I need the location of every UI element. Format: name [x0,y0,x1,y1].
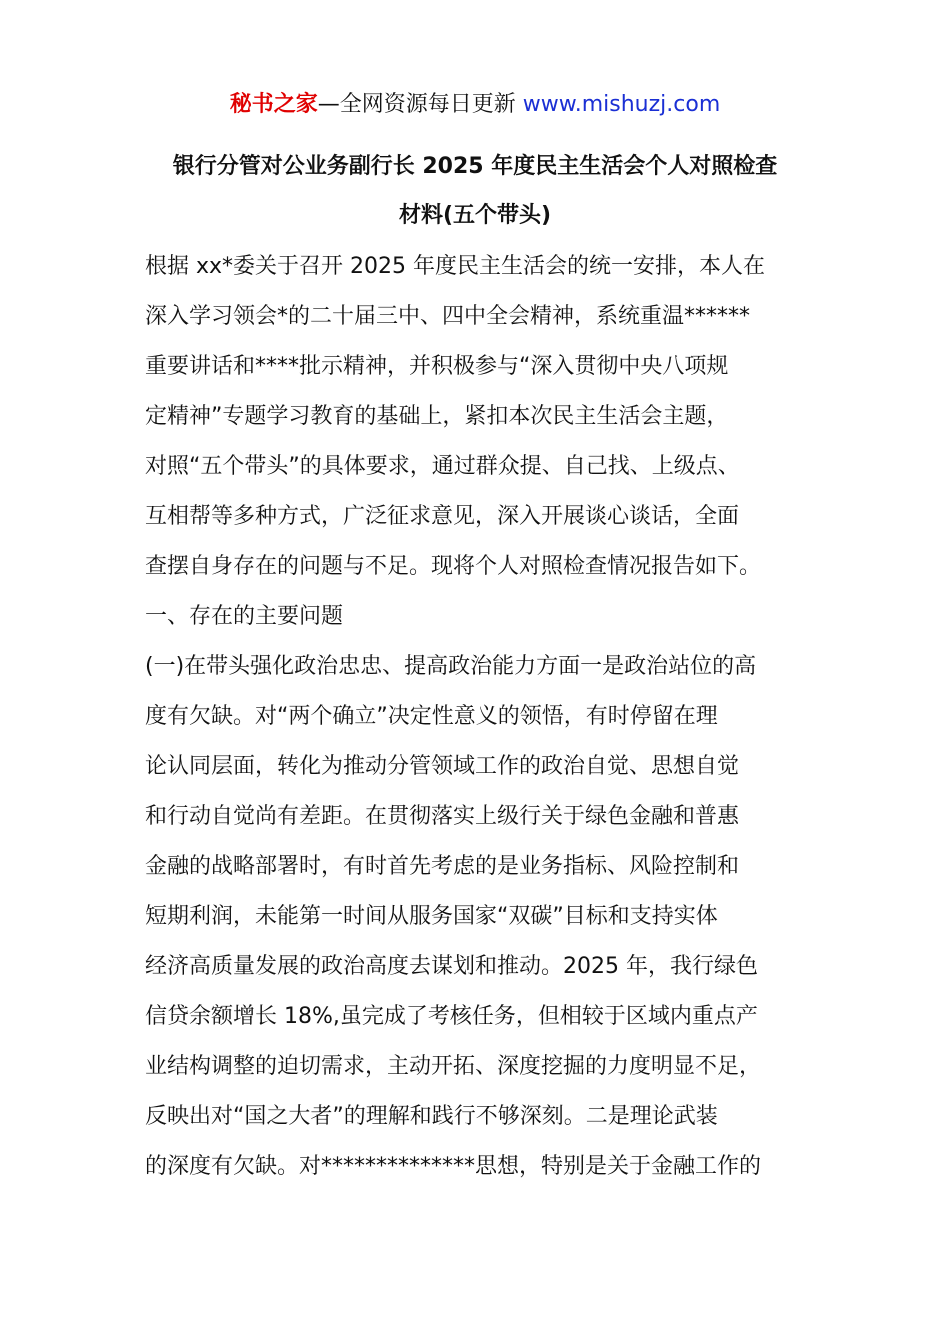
body-line: 对照“五个带头”的具体要求，通过群众提、自己找、上级点、 [145,454,740,479]
body-line: 的深度有欠缺。对**************思想，特别是关于金融工作的 [145,1154,762,1179]
body-line: 互相帮等多种方式，广泛征求意见，深入开展谈心谈话，全面 [145,504,740,529]
body-line: 金融的战略部署时，有时首先考虑的是业务指标、风险控制和 [145,854,740,879]
site-tagline: —全网资源每日更新 [317,92,523,117]
site-brand: 秘书之家 [229,92,318,117]
document-body [145,250,825,1200]
body-line: 反映出对“国之大者”的理解和践行不够深刻。二是理论武装 [145,1104,718,1129]
body-line: 深入学习领会*的二十届三中、四中全会精神，系统重温****** [145,304,751,329]
body-line: 重要讲话和****批示精神，并积极参与“深入贯彻中央八项规 [145,354,729,379]
body-line: 度有欠缺。对“两个确立”决定性意义的领悟，有时停留在理 [145,704,718,729]
body-line: 经济高质量发展的政治高度去谋划和推动。2025 年，我行绿色 [145,954,758,979]
section-heading: 一、存在的主要问题 [145,604,344,629]
site-header [0,88,950,122]
body-line: 信贷余额增长 18%,虽完成了考核任务，但相较于区域内重点产 [145,1004,758,1029]
document-title-line-2: 材料(五个带头) [398,203,552,228]
body-line: 查摆自身存在的问题与不足。现将个人对照检查情况报告如下。 [145,554,762,579]
body-line: 根据 xx*委关于召开 2025 年度民主生活会的统一安排，本人在 [145,254,766,279]
body-line: 和行动自觉尚有差距。在贯彻落实上级行关于绿色金融和普惠 [145,804,740,829]
body-line: 定精神”专题学习教育的基础上，紧扣本次民主生活会主题， [145,404,729,429]
body-line: 业结构调整的迫切需求，主动开拓、深度挖掘的力度明显不足， [145,1054,762,1079]
body-line: 短期利润，未能第一时间从服务国家“双碳”目标和支持实体 [145,904,718,929]
document-title-line-1: 银行分管对公业务副行长 2025 年度民主生活会个人对照检查 [172,154,778,179]
body-line: 论认同层面，转化为推动分管领域工作的政治自觉、思想自觉 [145,754,740,779]
body-line: (一)在带头强化政治忠忠、提高政治能力方面一是政治站位的高 [145,654,757,679]
site-url-link[interactable]: www.mishuzj.com [522,92,721,117]
